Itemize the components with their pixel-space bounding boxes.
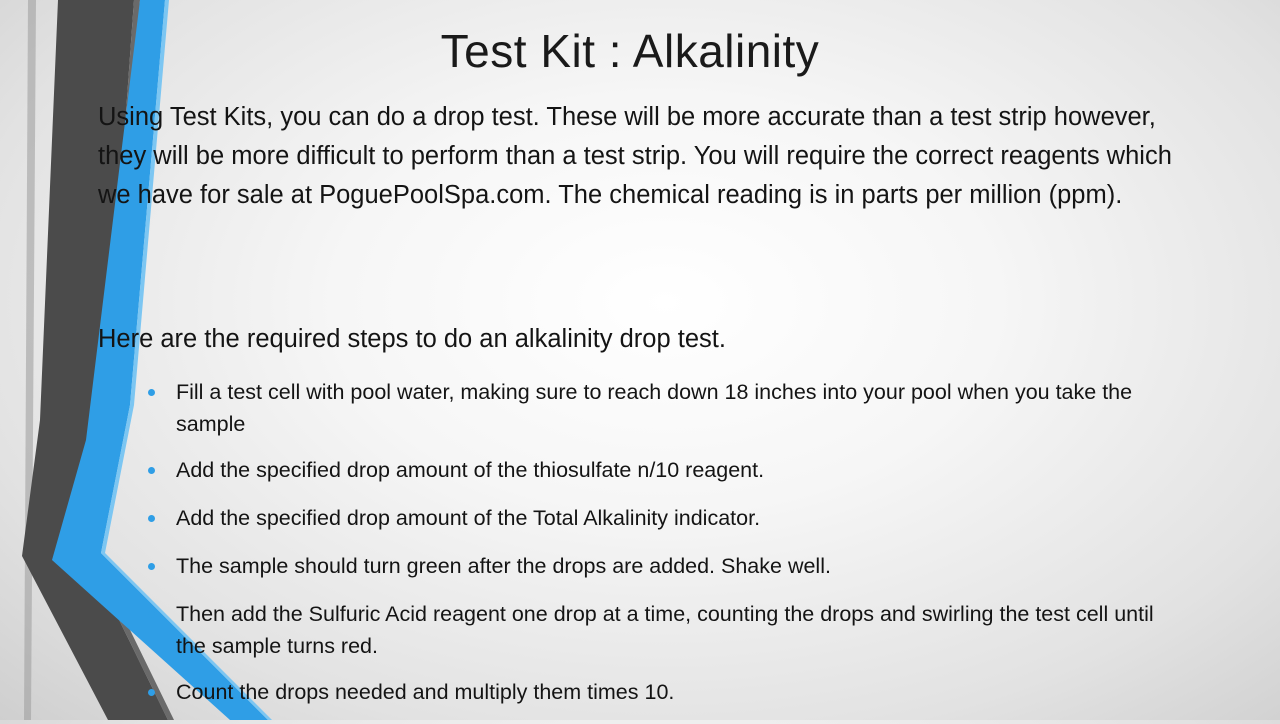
step-text: Count the drops needed and multiply them times 10. (176, 680, 675, 704)
list-item (148, 502, 1188, 534)
bullet-icon (148, 563, 155, 570)
steps-heading: Here are the required steps to do an alkalinity drop test. (98, 325, 726, 353)
slide-title: Test Kit : Alkalinity (440, 25, 820, 77)
step-text: Add the specified drop amount of the Total Alkalinity indicator. (176, 506, 761, 530)
list-item (148, 676, 1188, 708)
step-text: The sample should turn green after the drops are added. Shake well. (176, 554, 831, 578)
intro-paragraph: Using Test Kits, you can do a drop test. These will be more accurate than a test strip however, they will be more difficult to perform than a test strip. You will require the correct reagents which we have for sale at PoguePoolSpa.com. The chemical reading is in parts per million (ppm). (98, 103, 1172, 209)
list-item (148, 376, 1188, 440)
list-item (148, 550, 1188, 582)
steps-list (148, 376, 1188, 724)
bullet-icon (148, 515, 155, 522)
bullet-icon (148, 467, 155, 474)
bullet-icon (148, 611, 155, 618)
step-text: Add the specified drop amount of the thiosulfate n/10 reagent. (176, 458, 765, 482)
bullet-icon (148, 689, 155, 696)
list-item (148, 598, 1188, 662)
step-text: Fill a test cell with pool water, making sure to reach down 18 inches into your pool when you take the sample (176, 380, 1133, 436)
list-item (148, 454, 1188, 486)
bullet-icon (148, 389, 155, 396)
step-text: Then add the Sulfuric Acid reagent one drop at a time, counting the drops and swirling the test cell until the sample turns red. (176, 602, 1154, 658)
